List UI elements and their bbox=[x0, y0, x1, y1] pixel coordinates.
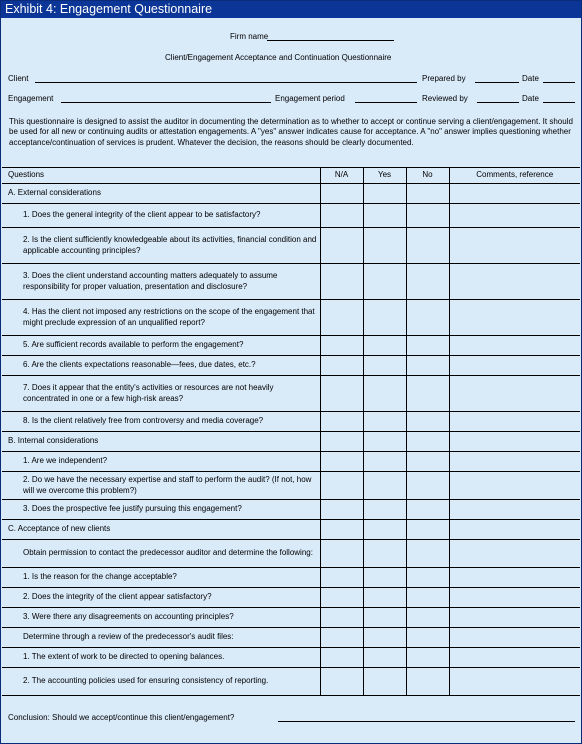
question-text: 2. Do we have the necessary expertise and staff to perform the audit? (If not, how will we overcome this problem?) bbox=[2, 472, 320, 500]
na-cell[interactable] bbox=[320, 412, 363, 432]
reviewed-by-label: Reviewed by bbox=[422, 94, 468, 103]
comments-cell[interactable] bbox=[449, 228, 580, 264]
na-cell[interactable] bbox=[320, 300, 363, 336]
comments-cell[interactable] bbox=[449, 452, 580, 472]
question-row bbox=[2, 264, 580, 300]
question-text: 1. Does the general integrity of the client appear to be satisfactory? bbox=[2, 204, 320, 228]
section-row bbox=[2, 520, 580, 540]
no-cell[interactable] bbox=[406, 432, 449, 452]
table-header-row bbox=[2, 168, 580, 184]
conclusion-field[interactable] bbox=[278, 721, 575, 722]
question-row bbox=[2, 588, 580, 608]
na-cell[interactable] bbox=[320, 668, 363, 696]
header-comments: Comments, reference bbox=[449, 168, 580, 184]
question-row bbox=[2, 472, 580, 500]
question-text: 6. Are the clients expectations reasonable—fees, due dates, etc.? bbox=[2, 356, 320, 376]
question-row bbox=[2, 356, 580, 376]
comments-cell[interactable] bbox=[449, 264, 580, 300]
prepared-by-field[interactable] bbox=[475, 82, 519, 83]
prepared-by-label: Prepared by bbox=[422, 74, 466, 83]
question-text: 1. Is the reason for the change acceptable? bbox=[2, 568, 320, 588]
question-row bbox=[2, 500, 580, 520]
na-cell[interactable] bbox=[320, 264, 363, 300]
exhibit-title: Exhibit 4: Engagement Questionnaire bbox=[1, 1, 581, 18]
na-cell[interactable] bbox=[320, 472, 363, 500]
section-row bbox=[2, 184, 580, 204]
engagement-field[interactable] bbox=[61, 102, 271, 103]
no-cell[interactable] bbox=[406, 336, 449, 356]
client-label: Client bbox=[8, 74, 29, 83]
no-cell[interactable] bbox=[406, 412, 449, 432]
question-text: 2. Does the integrity of the client appear satisfactory? bbox=[2, 588, 320, 608]
section-heading: C. Acceptance of new clients bbox=[2, 520, 320, 540]
question-text: 2. The accounting policies used for ensuring consistency of reporting. bbox=[2, 668, 320, 696]
comments-cell[interactable] bbox=[449, 648, 580, 668]
question-text: 8. Is the client relatively free from controversy and media coverage? bbox=[2, 412, 320, 432]
question-text: 1. The extent of work to be directed to opening balances. bbox=[2, 648, 320, 668]
firm-name-label: Firm name bbox=[230, 32, 269, 41]
yes-cell[interactable] bbox=[363, 648, 406, 668]
intro-paragraph: This questionnaire is designed to assist the auditor in documenting the determination as to whether to accept or continue serving a client/engagement. It should be used for all new or continuing audits or attestation engagements. A "yes" answer indicates cause for acceptance. A "no" answer implies questioning whether acceptance/continuation of services is prudent. Whatever the decision, the reasons should be clearly documented. bbox=[9, 117, 573, 147]
comments-cell[interactable] bbox=[449, 668, 580, 696]
yes-cell[interactable] bbox=[363, 432, 406, 452]
question-text: 1. Are we independent? bbox=[2, 452, 320, 472]
na-cell[interactable] bbox=[320, 184, 363, 204]
question-text: 3. Does the prospective fee justify pursuing this engagement? bbox=[2, 500, 320, 520]
no-cell[interactable] bbox=[406, 668, 449, 696]
na-cell[interactable] bbox=[320, 452, 363, 472]
question-row bbox=[2, 452, 580, 472]
comments-cell[interactable] bbox=[449, 184, 580, 204]
yes-cell[interactable] bbox=[363, 540, 406, 568]
yes-cell[interactable] bbox=[363, 568, 406, 588]
na-cell[interactable] bbox=[320, 204, 363, 228]
header-questions: Questions bbox=[2, 168, 320, 184]
yes-cell[interactable] bbox=[363, 356, 406, 376]
questionnaire-table bbox=[2, 167, 580, 696]
yes-cell[interactable] bbox=[363, 500, 406, 520]
no-cell[interactable] bbox=[406, 588, 449, 608]
comments-cell[interactable] bbox=[449, 628, 580, 648]
comments-cell[interactable] bbox=[449, 204, 580, 228]
na-cell[interactable] bbox=[320, 608, 363, 628]
question-row bbox=[2, 412, 580, 432]
question-row bbox=[2, 336, 580, 356]
header-na: N/A bbox=[320, 168, 363, 184]
header-no: No bbox=[406, 168, 449, 184]
header-yes: Yes bbox=[363, 168, 406, 184]
question-row bbox=[2, 608, 580, 628]
na-cell[interactable] bbox=[320, 376, 363, 412]
section-row bbox=[2, 432, 580, 452]
comments-cell[interactable] bbox=[449, 588, 580, 608]
no-cell[interactable] bbox=[406, 608, 449, 628]
yes-cell[interactable] bbox=[363, 412, 406, 432]
question-row bbox=[2, 628, 580, 648]
engagement-period-label: Engagement period bbox=[275, 94, 345, 103]
na-cell[interactable] bbox=[320, 568, 363, 588]
question-text: 5. Are sufficient records available to perform the engagement? bbox=[2, 336, 320, 356]
no-cell[interactable] bbox=[406, 520, 449, 540]
comments-cell[interactable] bbox=[449, 568, 580, 588]
date-label-1: Date bbox=[522, 74, 539, 83]
no-cell[interactable] bbox=[406, 500, 449, 520]
no-cell[interactable] bbox=[406, 452, 449, 472]
yes-cell[interactable] bbox=[363, 628, 406, 648]
no-cell[interactable] bbox=[406, 376, 449, 412]
date-field-1[interactable] bbox=[543, 82, 575, 83]
comments-cell[interactable] bbox=[449, 300, 580, 336]
question-text: Obtain permission to contact the predecessor auditor and determine the following: bbox=[2, 540, 320, 568]
comments-cell[interactable] bbox=[449, 472, 580, 500]
comments-cell[interactable] bbox=[449, 520, 580, 540]
question-row bbox=[2, 568, 580, 588]
reviewed-by-field[interactable] bbox=[477, 102, 519, 103]
no-cell[interactable] bbox=[406, 648, 449, 668]
question-row bbox=[2, 300, 580, 336]
engagement-period-field[interactable] bbox=[355, 102, 417, 103]
na-cell[interactable] bbox=[320, 540, 363, 568]
comments-cell[interactable] bbox=[449, 608, 580, 628]
firm-name-field[interactable] bbox=[267, 40, 394, 41]
question-text: 4. Has the client not imposed any restrictions on the scope of the engagement that might preclude expression of an unqualified report? bbox=[2, 300, 320, 336]
yes-cell[interactable] bbox=[363, 264, 406, 300]
question-row bbox=[2, 668, 580, 696]
yes-cell[interactable] bbox=[363, 452, 406, 472]
client-field[interactable] bbox=[35, 82, 417, 83]
question-text: 2. Is the client sufficiently knowledgeable about its activities, financial condition and applicable accounting principles? bbox=[2, 228, 320, 264]
conclusion-label: Conclusion: Should we accept/continue this client/engagement? bbox=[8, 713, 235, 722]
yes-cell[interactable] bbox=[363, 336, 406, 356]
date-label-2: Date bbox=[522, 94, 539, 103]
no-cell[interactable] bbox=[406, 628, 449, 648]
comments-cell[interactable] bbox=[449, 336, 580, 356]
question-row bbox=[2, 648, 580, 668]
na-cell[interactable] bbox=[320, 356, 363, 376]
comments-cell[interactable] bbox=[449, 500, 580, 520]
no-cell[interactable] bbox=[406, 184, 449, 204]
yes-cell[interactable] bbox=[363, 204, 406, 228]
yes-cell[interactable] bbox=[363, 608, 406, 628]
engagement-label: Engagement bbox=[8, 94, 54, 103]
yes-cell[interactable] bbox=[363, 376, 406, 412]
question-row bbox=[2, 376, 580, 412]
comments-cell[interactable] bbox=[449, 540, 580, 568]
section-heading: A. External considerations bbox=[2, 184, 320, 204]
no-cell[interactable] bbox=[406, 356, 449, 376]
na-cell[interactable] bbox=[320, 432, 363, 452]
comments-cell[interactable] bbox=[449, 412, 580, 432]
question-row bbox=[2, 540, 580, 568]
yes-cell[interactable] bbox=[363, 300, 406, 336]
na-cell[interactable] bbox=[320, 336, 363, 356]
comments-cell[interactable] bbox=[449, 356, 580, 376]
yes-cell[interactable] bbox=[363, 520, 406, 540]
comments-cell[interactable] bbox=[449, 432, 580, 452]
na-cell[interactable] bbox=[320, 628, 363, 648]
no-cell[interactable] bbox=[406, 264, 449, 300]
no-cell[interactable] bbox=[406, 204, 449, 228]
yes-cell[interactable] bbox=[363, 184, 406, 204]
comments-cell[interactable] bbox=[449, 376, 580, 412]
section-heading: B. Internal considerations bbox=[2, 432, 320, 452]
form-title: Client/Engagement Acceptance and Continuation Questionnaire bbox=[165, 53, 392, 62]
yes-cell[interactable] bbox=[363, 588, 406, 608]
na-cell[interactable] bbox=[320, 648, 363, 668]
no-cell[interactable] bbox=[406, 228, 449, 264]
yes-cell[interactable] bbox=[363, 668, 406, 696]
date-field-2[interactable] bbox=[543, 102, 575, 103]
no-cell[interactable] bbox=[406, 472, 449, 500]
na-cell[interactable] bbox=[320, 228, 363, 264]
no-cell[interactable] bbox=[406, 568, 449, 588]
question-text: Determine through a review of the predecessor's audit files: bbox=[2, 628, 320, 648]
na-cell[interactable] bbox=[320, 500, 363, 520]
na-cell[interactable] bbox=[320, 588, 363, 608]
question-row bbox=[2, 228, 580, 264]
na-cell[interactable] bbox=[320, 520, 363, 540]
question-text: 3. Were there any disagreements on accounting principles? bbox=[2, 608, 320, 628]
no-cell[interactable] bbox=[406, 300, 449, 336]
question-row bbox=[2, 204, 580, 228]
yes-cell[interactable] bbox=[363, 228, 406, 264]
yes-cell[interactable] bbox=[363, 472, 406, 500]
no-cell[interactable] bbox=[406, 540, 449, 568]
question-text: 3. Does the client understand accounting matters adequately to assume responsibility for proper valuation, presentation and disclosure? bbox=[2, 264, 320, 300]
question-text: 7. Does it appear that the entity's activities or resources are not heavily concentrated in one or a few high-risk areas? bbox=[2, 376, 320, 412]
